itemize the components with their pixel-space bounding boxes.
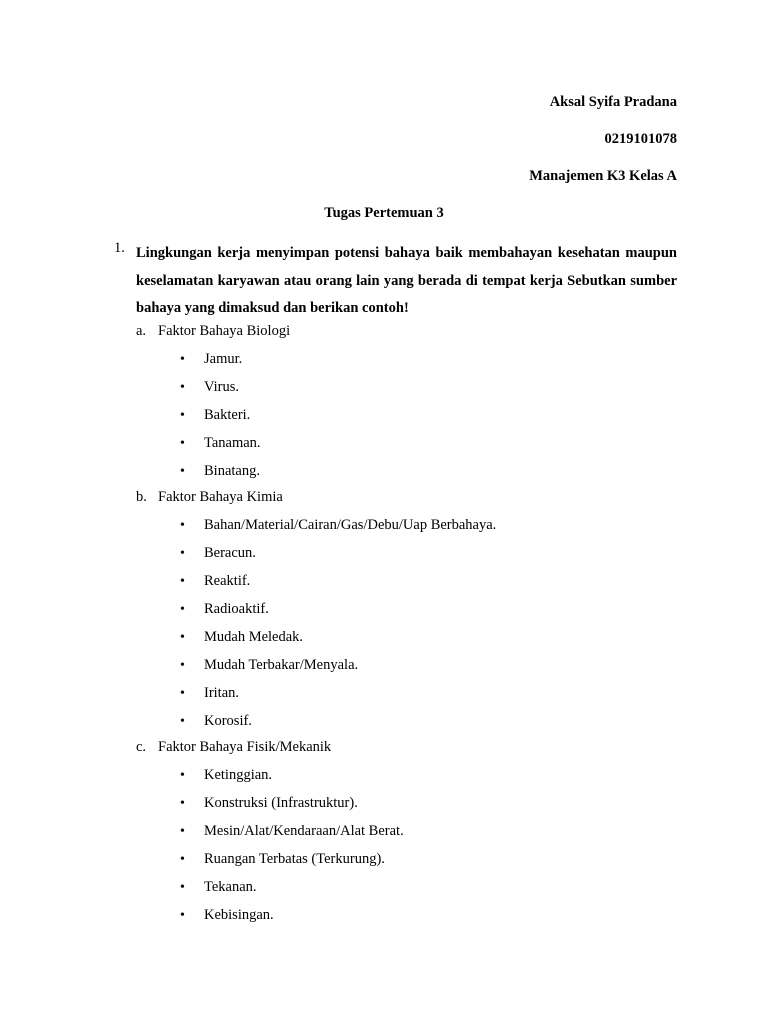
list-item [180,435,261,452]
list-item-text: Ketinggian. [204,767,273,783]
list-item [180,629,303,646]
bullet-icon: • [180,380,185,395]
bullet-icon: • [180,464,185,479]
list-item-text: Tanaman. [204,435,261,451]
list-item [180,463,260,480]
list-item [180,517,496,534]
section-heading [136,739,331,756]
list-item-text: Binatang. [204,463,260,479]
section-heading [136,489,283,506]
list-item [180,545,256,562]
list-item-text: Reaktif. [204,573,251,589]
bullet-icon: • [180,714,185,729]
bullet-icon: • [180,546,185,561]
list-item-text: Tekanan. [204,879,257,895]
section-title: Faktor Bahaya Kimia [158,489,283,505]
list-item-text: Konstruksi (Infrastruktur). [204,795,358,811]
section-title: Faktor Bahaya Biologi [158,323,291,339]
list-item [180,657,358,674]
bullet-icon: • [180,436,185,451]
bullet-icon: • [180,908,185,923]
course-class: Manajemen K3 Kelas A [529,168,677,184]
bullet-icon: • [180,602,185,617]
list-item-text: Mudah Meledak. [204,629,304,645]
list-item-text: Beracun. [204,545,256,561]
list-item [180,767,272,784]
section-letter: b. [136,489,147,505]
list-item-text: Bahan/Material/Cairan/Gas/Debu/Uap Berbahaya. [204,517,497,533]
list-item [180,351,242,368]
student-id: 0219101078 [604,131,677,147]
list-item-text: Kebisingan. [204,907,274,923]
question-text: Lingkungan kerja menyimpan potensi bahaya baik membahayan kesehatan maupun keselamatan karyawan atau orang lain yang berada di tempat kerja Sebutkan sumber bahaya yang dimaksud dan berikan contoh! [136,245,677,316]
bullet-icon: • [180,574,185,589]
bullet-icon: • [180,852,185,867]
bullet-icon: • [180,518,185,533]
bullet-icon: • [180,880,185,895]
list-item [180,407,250,424]
author-name: Aksal Syifa Pradana [549,94,677,110]
list-item-text: Radioaktif. [204,601,269,617]
list-item [180,879,257,896]
list-item-text: Mudah Terbakar/Menyala. [204,657,359,673]
list-item-text: Bakteri. [204,407,251,423]
list-item-text: Jamur. [204,351,243,367]
bullet-icon: • [180,768,185,783]
bullet-icon: • [180,686,185,701]
list-item-text: Korosif. [204,713,252,729]
bullet-icon: • [180,796,185,811]
bullet-icon: • [180,824,185,839]
section-title: Faktor Bahaya Fisik/Mekanik [158,739,332,755]
bullet-icon: • [180,630,185,645]
list-item-text: Ruangan Terbatas (Terkurung). [204,851,385,867]
section-letter: a. [136,323,147,339]
list-item [180,823,404,840]
bullet-icon: • [180,408,185,423]
list-item [180,795,358,812]
list-item [180,851,385,868]
bullet-icon: • [180,658,185,673]
section-heading [136,323,290,340]
list-item [180,907,274,924]
document-title: Tugas Pertemuan 3 [324,205,444,221]
list-item [180,573,250,590]
section-letter: c. [136,739,147,755]
bullet-icon: • [180,352,185,367]
list-item [180,379,239,396]
list-item [180,713,252,730]
list-item [180,685,239,702]
question-number: 1. [114,240,125,256]
list-item [180,601,269,618]
list-item-text: Mesin/Alat/Kendaraan/Alat Berat. [204,823,404,839]
list-item-text: Virus. [204,379,239,395]
list-item-text: Iritan. [204,685,240,701]
